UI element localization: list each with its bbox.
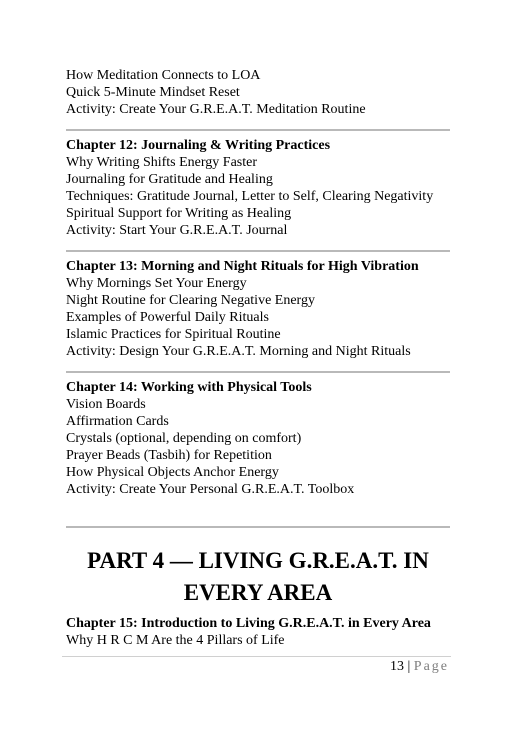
chapter-12 [66, 137, 452, 239]
toc-item: Why Mornings Set Your Energy [66, 276, 247, 291]
part-heading-line: EVERY AREA [183, 580, 333, 605]
page-number: 13 [389, 659, 404, 674]
toc-item: Activity: Start Your G.R.E.A.T. Journal [66, 223, 288, 238]
chapter-14 [66, 379, 452, 498]
toc-item: Activity: Design Your G.R.E.A.T. Morning and Night Rituals [66, 344, 411, 359]
toc-item: Why Writing Shifts Energy Faster [66, 155, 258, 170]
chapter-title: Chapter 15: Introduction to Living G.R.E.A.T. in Every Area [66, 616, 431, 631]
intro-items [66, 67, 452, 118]
section-divider [66, 526, 450, 528]
toc-item: Journaling for Gratitude and Healing [66, 172, 273, 187]
toc-item: Spiritual Support for Writing as Healing [66, 206, 292, 221]
chapter-13 [66, 258, 452, 360]
chapter-title: Chapter 14: Working with Physical Tools [66, 380, 312, 395]
toc-item: Islamic Practices for Spiritual Routine [66, 327, 281, 342]
footer-divider [62, 656, 451, 657]
footer-separator: | [407, 659, 411, 674]
toc-item: Quick 5-Minute Mindset Reset [66, 85, 240, 100]
toc-item: Crystals (optional, depending on comfort) [66, 431, 302, 446]
part-heading-line: PART 4 — LIVING G.R.E.A.T. IN [87, 548, 429, 573]
page-label: Page [413, 659, 449, 674]
section-divider [66, 371, 450, 373]
chapter-title: Chapter 13: Morning and Night Rituals for High Vibration [66, 259, 419, 274]
toc-item: Affirmation Cards [66, 414, 169, 429]
toc-item: How Meditation Connects to LOA [66, 68, 261, 83]
toc-item: Activity: Create Your Personal G.R.E.A.T. Toolbox [66, 482, 355, 497]
page-footer [390, 658, 449, 675]
section-divider [66, 250, 450, 252]
toc-item: Vision Boards [66, 397, 146, 412]
toc-item: Activity: Create Your G.R.E.A.T. Meditation Routine [66, 102, 366, 117]
chapter-15 [66, 615, 452, 649]
toc-item: Techniques: Gratitude Journal, Letter to Self, Clearing Negativity [66, 189, 434, 204]
toc-item: Why H R C M Are the 4 Pillars of Life [66, 633, 285, 648]
toc-item: Prayer Beads (Tasbih) for Repetition [66, 448, 272, 463]
part-heading [66, 545, 450, 609]
section-divider [66, 129, 450, 131]
chapter-title: Chapter 12: Journaling & Writing Practices [66, 138, 331, 153]
table-of-contents [66, 67, 452, 649]
toc-item: Examples of Powerful Daily Rituals [66, 310, 269, 325]
toc-item: Night Routine for Clearing Negative Energy [66, 293, 315, 308]
toc-item: How Physical Objects Anchor Energy [66, 465, 279, 480]
